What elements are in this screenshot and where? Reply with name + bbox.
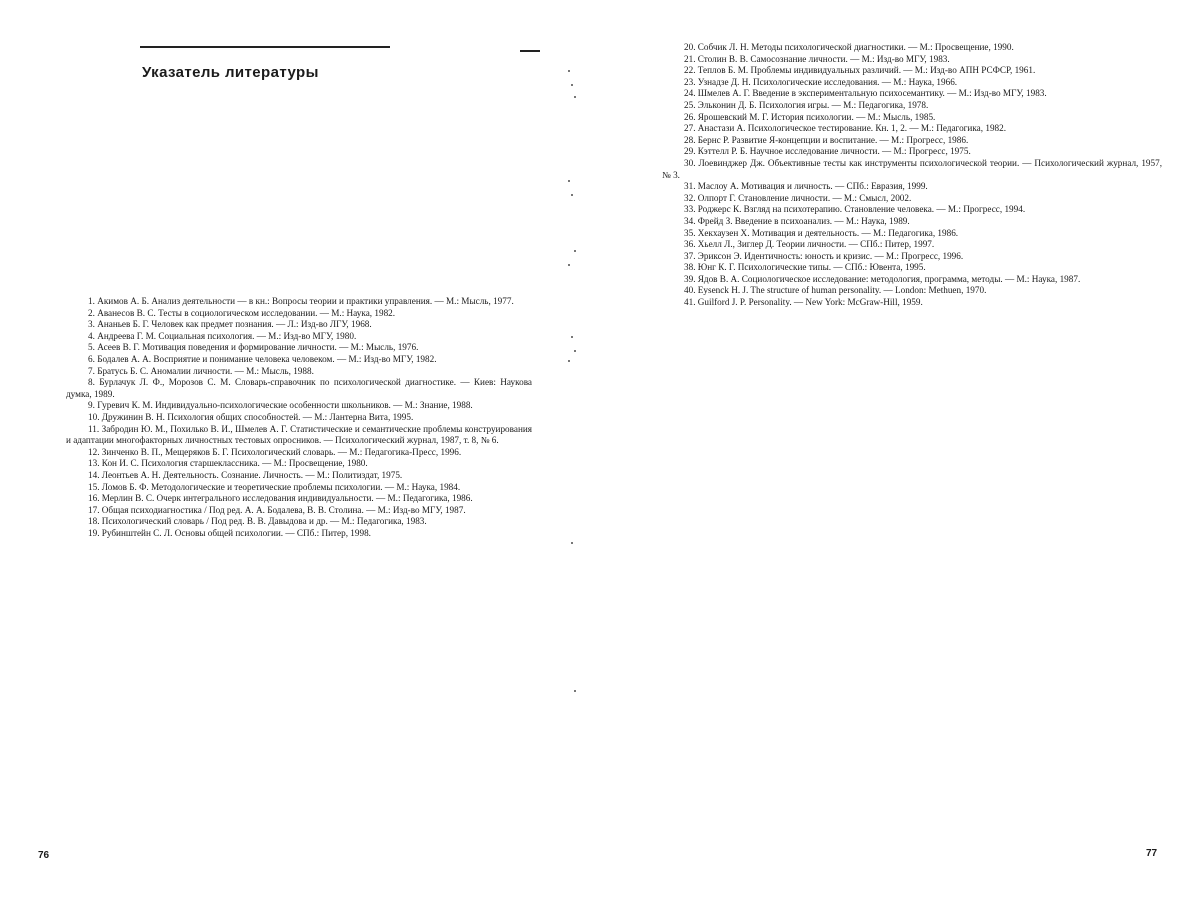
reference-item: 28. Бернс Р. Развитие Я-концепции и воспитание. — М.: Прогресс, 1986. <box>684 134 969 145</box>
gutter-specks <box>568 60 580 780</box>
reference-item: 41. Guilford J. P. Personality. — New York: McGraw-Hill, 1959. <box>684 297 923 308</box>
reference-item: 3. Ананьев Б. Г. Человек как предмет познания. — Л.: Изд-во ЛГУ, 1968. <box>88 319 372 330</box>
reference-item: 9. Гуревич К. М. Индивидуально-психологические особенности школьников. — М.: Знание, 1988. <box>88 400 473 411</box>
reference-item: 19. Рубинштейн С. Л. Основы общей психологии. — СПб.: Питер, 1998. <box>88 527 371 538</box>
scan-speck <box>571 84 573 86</box>
reference-item: 31. Маслоу А. Мотивация и личность. — СПб.: Евразия, 1999. <box>684 181 928 192</box>
reference-item: 23. Узнадзе Д. Н. Психологические исследования. — М.: Наука, 1966. <box>684 76 958 87</box>
reference-item: 38. Юнг К. Г. Психологические типы. — СПб.: Ювента, 1995. <box>684 262 926 273</box>
reference-item: 37. Эриксон Э. Идентичность: юность и кризис. — М.: Прогресс, 1996. <box>684 250 964 261</box>
reference-item: 11. Забродин Ю. М., Похилько В. И., Шмелев А. Г. Статистические и семантические проблемы конструирования и адаптации многофакторных личностных тестовых опросников. — Психологический журнал, 1987, т. 8, № 6. <box>66 423 532 446</box>
reference-item: 4. Андреева Г. М. Социальная психология. — М.: Изд-во МГУ, 1980. <box>88 330 357 341</box>
scan-speck <box>574 690 576 692</box>
scan-speck <box>574 350 576 352</box>
scan-speck <box>574 250 576 252</box>
reference-item: 39. Ядов В. А. Социологическое исследование: методология, программа, методы. — М.: Наука, 1987. <box>684 273 1081 284</box>
reference-item: 33. Роджерс К. Взгляд на психотерапию. Становление человека. — М.: Прогресс, 1994. <box>684 204 1026 215</box>
page-number-right: 77 <box>1146 848 1158 859</box>
reference-item: 1. Акимов А. Б. Анализ деятельности — в кн.: Вопросы теории и практики управления. — М.: Мысль, 1977. <box>88 296 514 306</box>
reference-item: 17. Общая психодиагностика / Под ред. А. А. Бодалева, В. В. Столина. — М.: Изд-во МГУ, 1987. <box>88 504 466 515</box>
scan-speck <box>574 96 576 98</box>
reference-item: 26. Ярошевский М. Г. История психологии. — М.: Мысль, 1985. <box>684 111 936 122</box>
reference-list-right <box>662 42 1162 309</box>
reference-item: 40. Eysenck H. J. The structure of human personality. — London: Methuen, 1970. <box>684 285 987 296</box>
reference-item: 7. Братусь Б. С. Аномалии личности. — М.: Мысль, 1988. <box>88 365 314 376</box>
scan-speck <box>571 194 573 196</box>
top-rule <box>140 46 390 48</box>
reference-item: 36. Хьелл Л., Зиглер Д. Теории личности. — СПб.: Питер, 1997. <box>684 239 935 250</box>
scan-speck <box>568 180 570 182</box>
reference-item: 34. Фрейд З. Введение в психоанализ. — М.: Наука, 1989. <box>684 215 910 226</box>
scan-speck <box>571 336 573 338</box>
reference-item: 14. Леонтьев А. Н. Деятельность. Сознание. Личность. — М.: Политиздат, 1975. <box>88 469 403 480</box>
reference-item: 8. Бурлачук Л. Ф., Морозов С. М. Словарь-справочник по психологической диагностике. — Киев: Наукова думка, 1989. <box>66 377 532 399</box>
scan-speck <box>568 360 570 362</box>
reference-item: 20. Собчик Л. Н. Методы психологической диагностики. — М.: Просвещение, 1990. <box>684 42 1014 52</box>
section-heading: Указатель литературы <box>142 64 319 81</box>
reference-list-left <box>66 296 532 539</box>
reference-item: 25. Эльконин Д. Б. Психология игры. — М.: Педагогика, 1978. <box>684 99 929 110</box>
scan-speck <box>571 542 573 544</box>
reference-item: 30. Лоевинджер Дж. Объективные тесты как инструменты психологической теории. — Психологический журнал, 1957, № 3. <box>662 157 1162 180</box>
scan-speck <box>568 70 570 72</box>
reference-item: 2. Аванесов В. С. Тесты в социологическом исследовании. — М.: Наука, 1982. <box>88 307 396 318</box>
right-page <box>600 0 1200 898</box>
reference-item: 21. Столин В. В. Самосознание личности. — М.: Изд-во МГУ, 1983. <box>684 53 950 64</box>
reference-item: 6. Бодалев А. А. Восприятие и понимание человека человеком. — М.: Изд-во МГУ, 1982. <box>88 353 437 364</box>
reference-item: 32. Олпорт Г. Становление личности. — М.: Смысл, 2002. <box>684 192 912 203</box>
reference-item: 16. Мерлин В. С. Очерк интегрального исследования индивидуальности. — М.: Педагогика, 1986. <box>88 493 473 504</box>
reference-item: 5. Асеев В. Г. Мотивация поведения и формирование личности. — М.: Мысль, 1976. <box>88 342 419 353</box>
reference-item: 22. Теплов Б. М. Проблемы индивидуальных различий. — М.: Изд-во АПН РСФСР, 1961. <box>684 65 1036 76</box>
scan-speck <box>568 264 570 266</box>
reference-item: 10. Дружинин В. Н. Психология общих способностей. — М.: Лантерна Вита, 1995. <box>88 411 414 422</box>
reference-item: 15. Ломов Б. Ф. Методологические и теоретические проблемы психологии. — М.: Наука, 1984. <box>88 481 461 492</box>
reference-item: 27. Анастази А. Психологическое тестирование. Кн. 1, 2. — М.: Педагогика, 1982. <box>684 123 1007 134</box>
page-number-left: 76 <box>38 850 50 861</box>
reference-item: 35. Хекхаузен Х. Мотивация и деятельность. — М.: Педагогика, 1986. <box>684 227 959 238</box>
reference-item: 29. Кэттелл Р. Б. Научное исследование личности. — М.: Прогресс, 1975. <box>684 146 971 157</box>
corner-mark <box>520 50 540 52</box>
reference-item: 18. Психологический словарь / Под ред. В. В. Давыдова и др. — М.: Педагогика, 1983. <box>88 516 427 527</box>
reference-item: 12. Зинченко В. П., Мещеряков Б. Г. Психологический словарь. — М.: Педагогика-Пресс, 1996. <box>88 446 462 457</box>
reference-item: 13. Кон И. С. Психология старшеклассника. — М.: Просвещение, 1980. <box>88 458 368 469</box>
reference-item: 24. Шмелев А. Г. Введение в экспериментальную психосемантику. — М.: Изд-во МГУ, 1983. <box>684 88 1047 99</box>
